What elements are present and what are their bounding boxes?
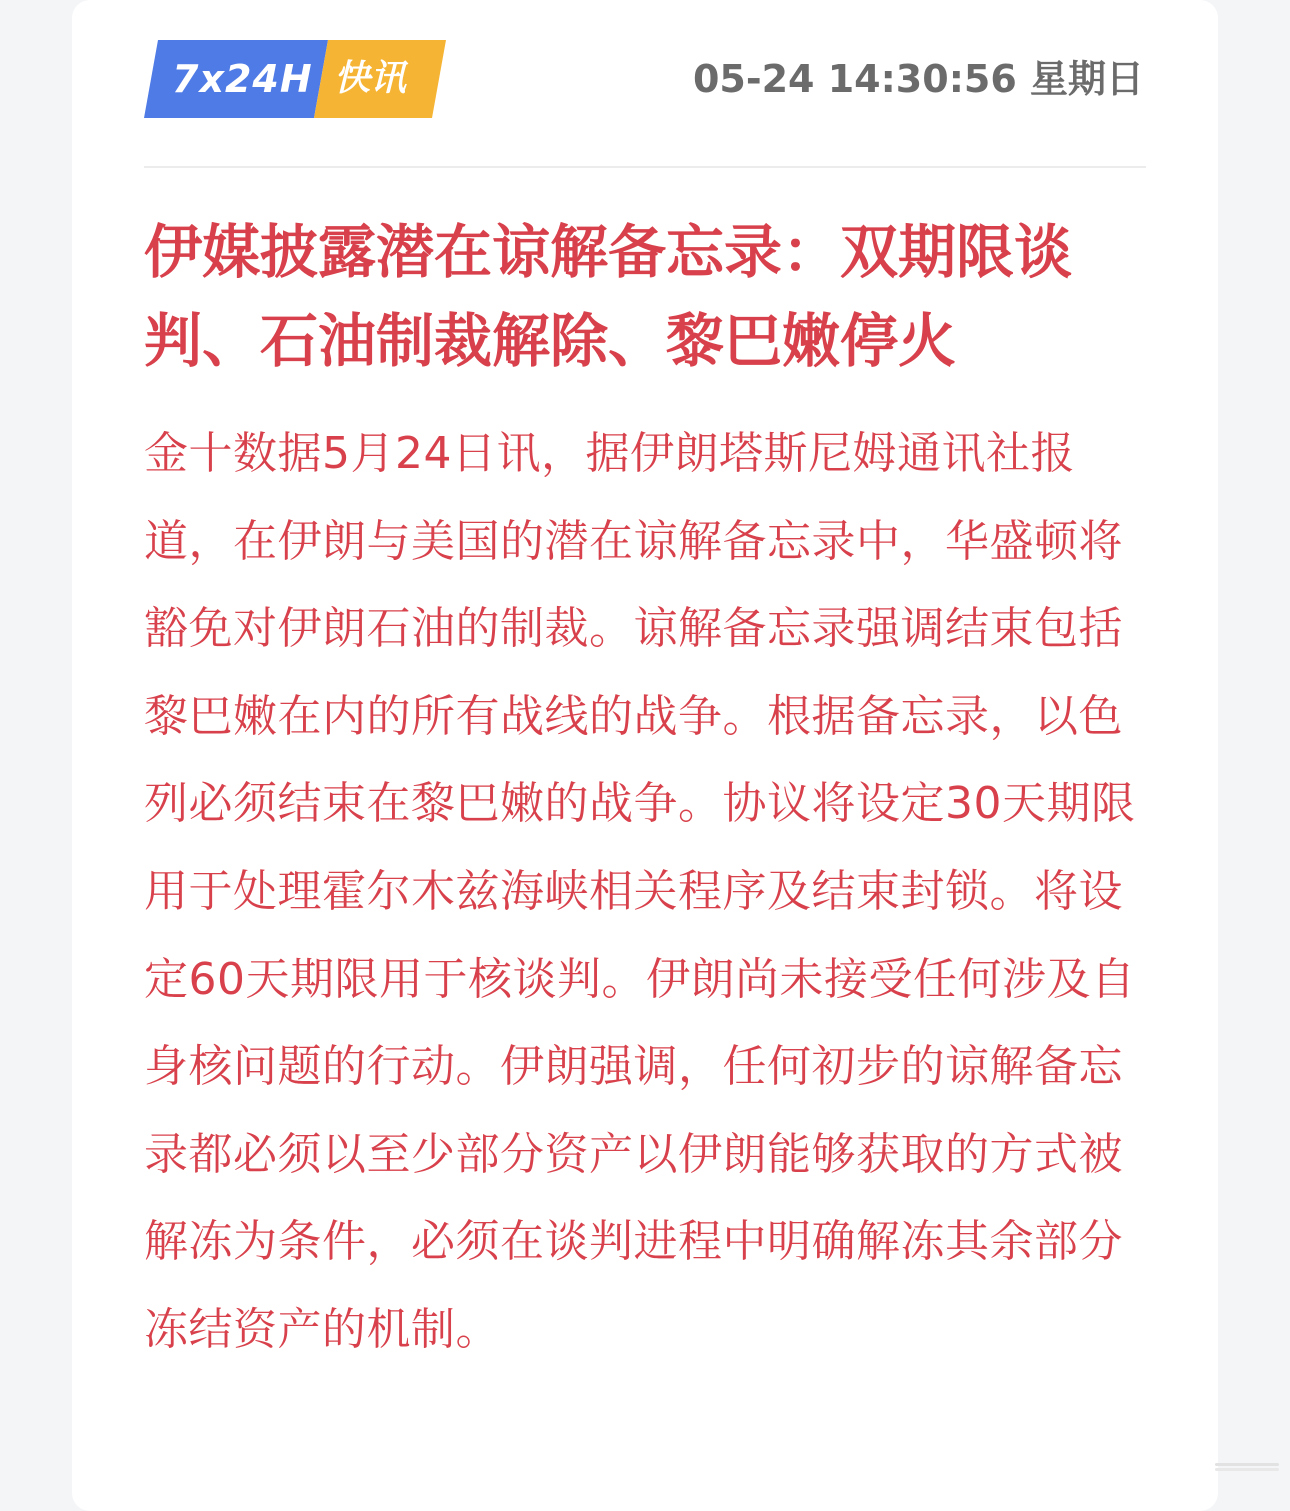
badge-label-flash: 快讯 xyxy=(334,58,407,99)
scroll-indicator xyxy=(1215,1463,1279,1471)
badge-label-7x24h: 7x24H xyxy=(172,57,313,101)
header-divider xyxy=(144,166,1146,168)
flash-news-badge xyxy=(144,40,446,118)
news-body: 金十数据5月24日讯，据伊朗塔斯尼姆通讯社报道，在伊朗与美国的潜在谅解备忘录中，华盛顿将豁免对伊朗石油的制裁。谅解备忘录强调结束包括黎巴嫩在内的所有战线的战争。根据备忘录，以色列必须结束在黎巴嫩的战争。协议将设定30天期限用于处理霍尔木兹海峡相关程序及结束封锁。将设定60天期限用于核谈判。伊朗尚未接受任何涉及自身核问题的行动。伊朗强调，任何初步的谅解备忘录都必须以至少部分资产以伊朗能够获取的方式被解冻为条件，必须在谈判进程中明确解冻其余部分冻结资产的机制。 xyxy=(144,428,1136,1355)
news-headline: 伊媒披露潜在谅解备忘录：双期限谈判、石油制裁解除、黎巴嫩停火 xyxy=(144,218,1073,375)
news-card xyxy=(72,0,1218,1511)
timestamp: 05-24 14:30:56 星期日 xyxy=(692,57,1144,101)
card-header xyxy=(144,40,1144,118)
